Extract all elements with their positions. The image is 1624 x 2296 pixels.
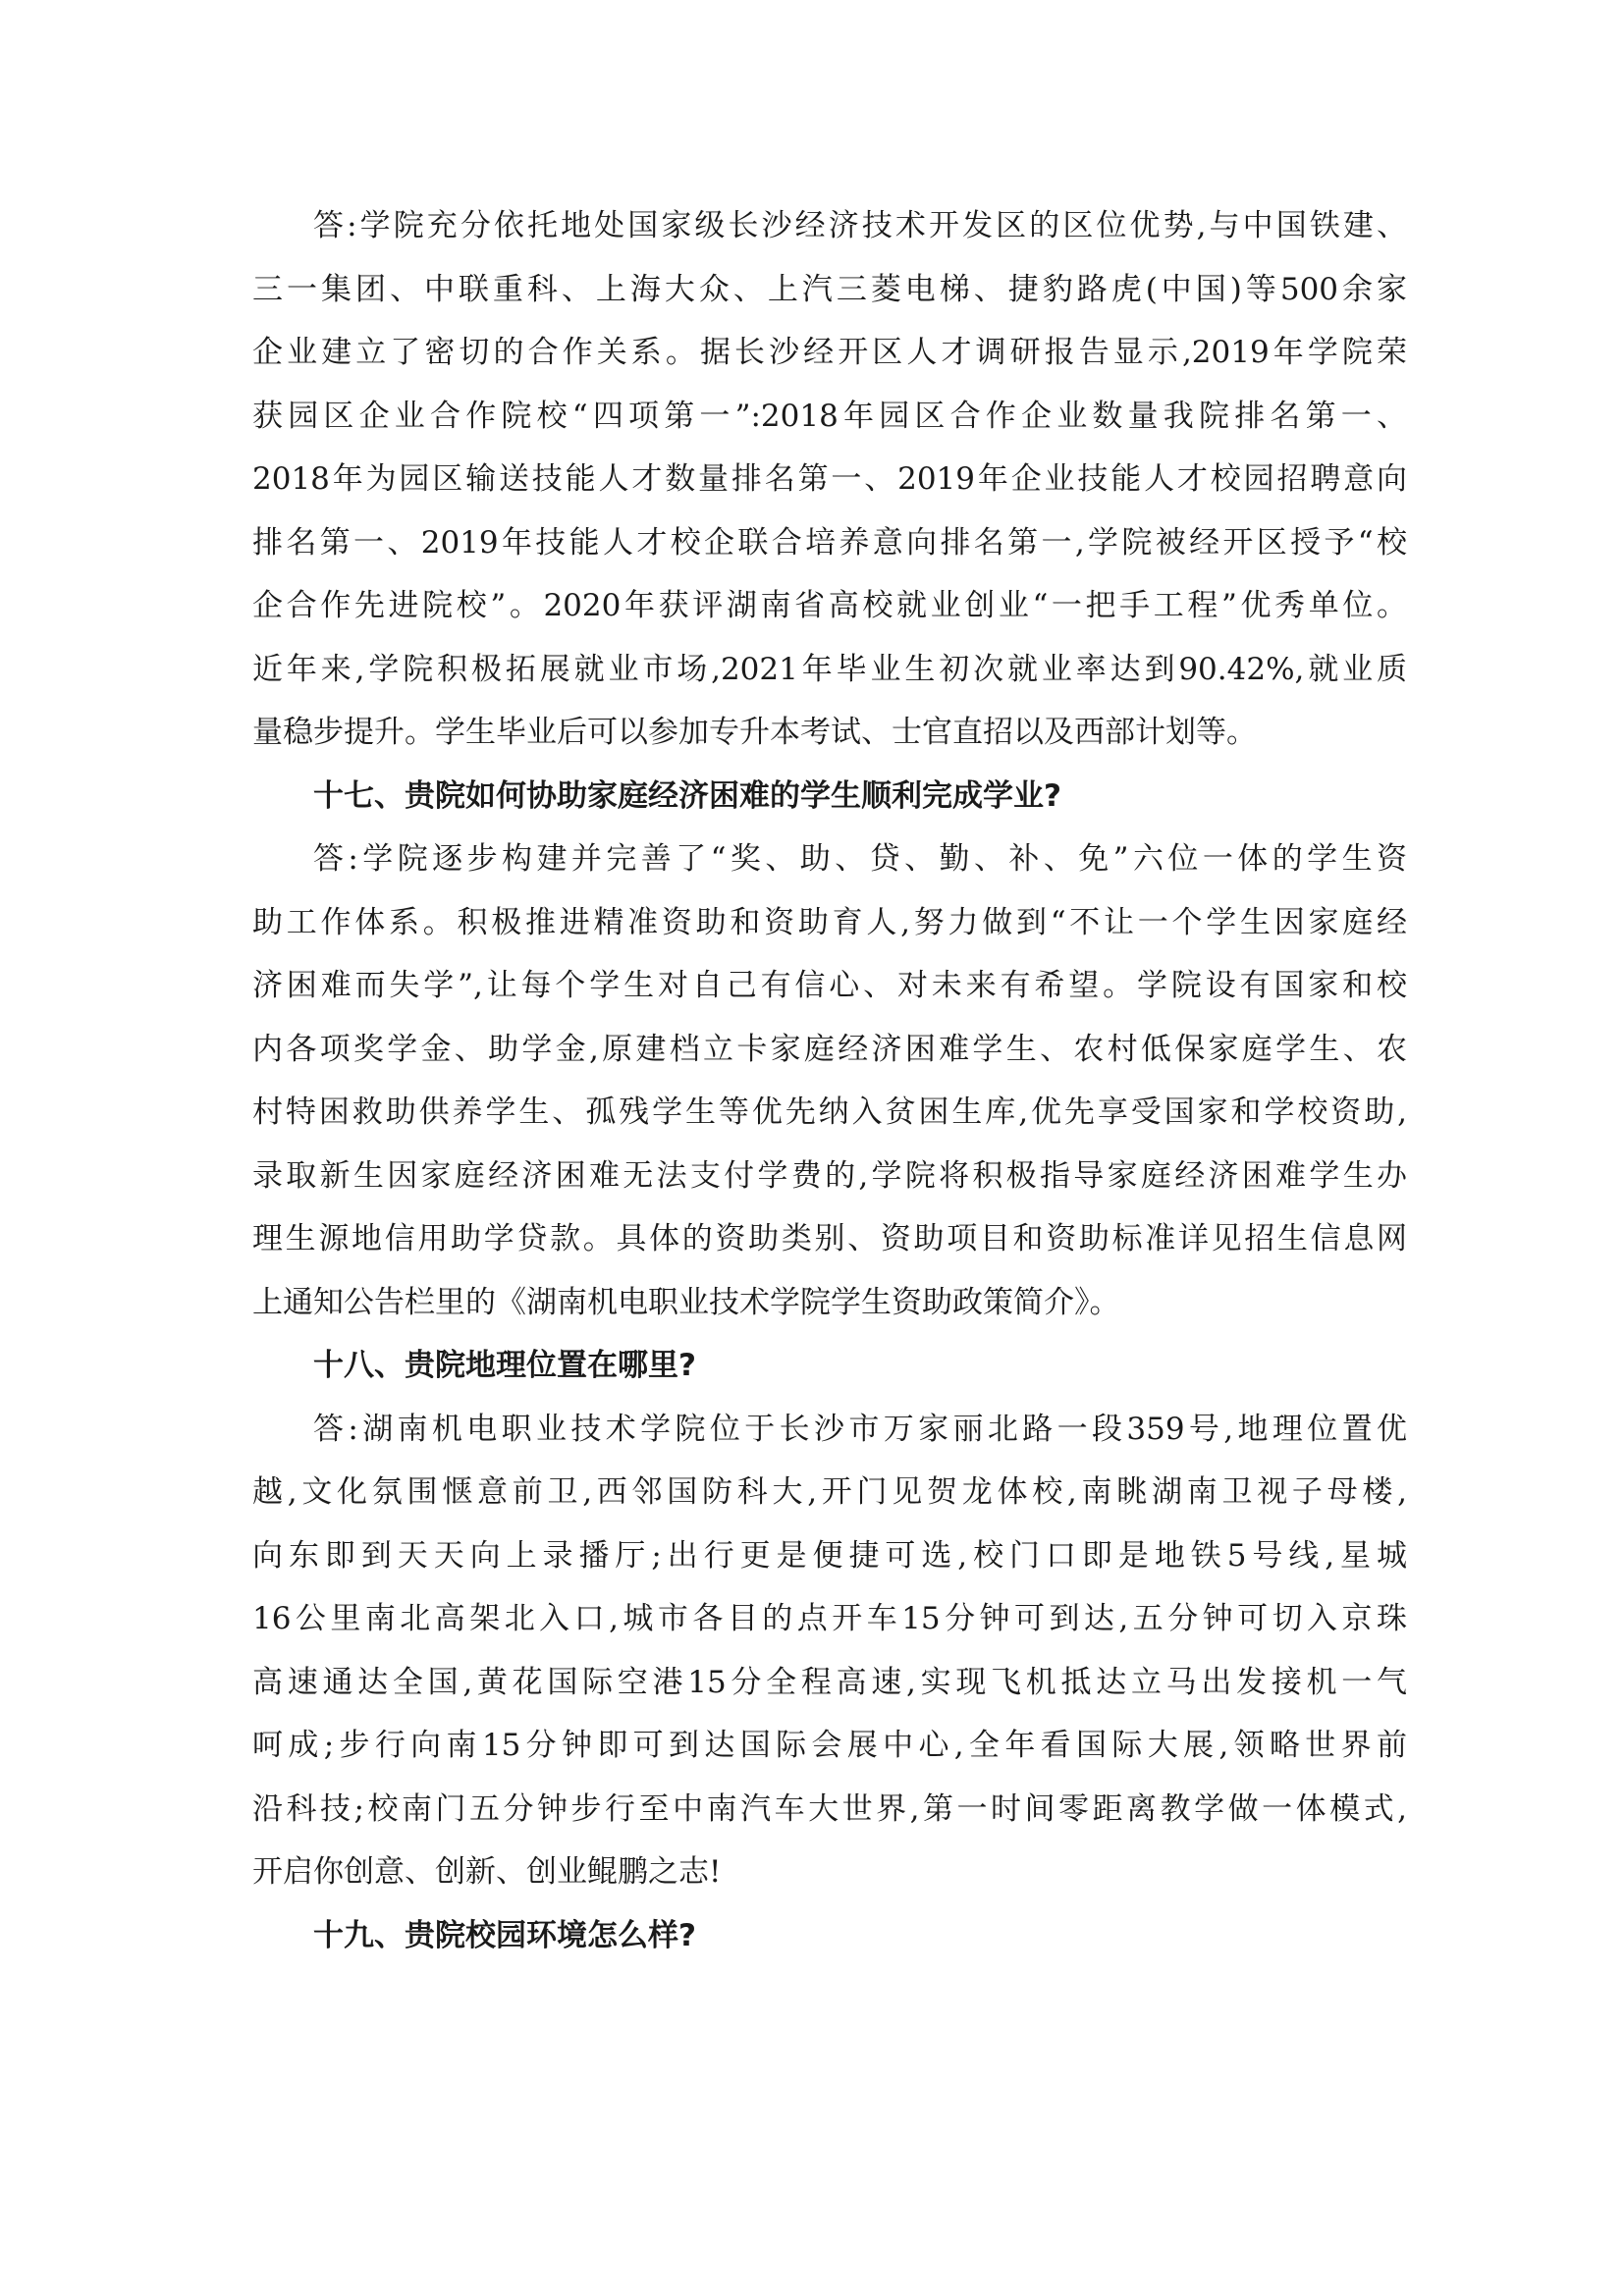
text-line: 呵成;步行向南15分钟即可到达国际会展中心,全年看国际大展,领略世界前 <box>252 1728 1407 1763</box>
answer-18-paragraph <box>252 1398 1407 1904</box>
text-line: 向东即到天天向上录播厅;出行更是便捷可选,校门口即是地铁5号线,星城 <box>252 1537 1407 1574</box>
text-line: 录取新生因家庭经济困难无法支付学费的,学院将积极指导家庭经济困难学生办 <box>252 1157 1407 1194</box>
question-heading-18: 十八、贵院地理位置在哪里? <box>313 1348 696 1383</box>
text-line: 答:湖南机电职业技术学院位于长沙市万家丽北路一段359号,地理位置优 <box>313 1411 1407 1447</box>
text-line: 近年来,学院积极拓展就业市场,2021年毕业生初次就业率达到90.42%,就业质 <box>252 651 1407 687</box>
text-line: 16公里南北高架北入口,城市各目的点开车15分钟可到达,五分钟可切入京珠 <box>252 1601 1407 1636</box>
question-heading-19: 十九、贵院校园环境怎么样? <box>313 1917 696 1953</box>
text-line: 获园区企业合作院校“四项第一”:2018年园区合作企业数量我院排名第一、 <box>252 398 1407 434</box>
text-line: 理生源地信用助学贷款。具体的资助类别、资助项目和资助标准详见招生信息网 <box>252 1221 1407 1256</box>
text-line: 上通知公告栏里的《湖南机电职业技术学院学生资助政策简介》。 <box>252 1284 1120 1320</box>
text-line: 答:学院充分依托地处国家级长沙经济技术开发区的区位优势,与中国铁建、 <box>313 208 1407 243</box>
text-line: 企合作先进院校”。2020年获评湖南省高校就业创业“一把手工程”优秀单位。 <box>252 588 1407 623</box>
text-line: 量稳步提升。学生毕业后可以参加专升本考试、士官直招以及西部计划等。 <box>252 715 1257 750</box>
text-line: 开启你创意、创新、创业鲲鹏之志! <box>252 1854 722 1890</box>
text-line: 高速通达全国,黄花国际空港15分全程高速,实现飞机抵达立马出发接机一气 <box>252 1664 1407 1700</box>
text-line: 排名第一、2019年技能人才校企联合培养意向排名第一,学院被经开区授予“校 <box>252 524 1407 561</box>
question-heading-17: 十七、贵院如何协助家庭经济困难的学生顺利完成学业? <box>313 777 1061 814</box>
text-line: 答:学院逐步构建并完善了“奖、助、贷、勤、补、免”六位一体的学生资 <box>313 841 1407 877</box>
document-page <box>252 194 1407 1967</box>
answer-17-paragraph <box>252 828 1407 1334</box>
text-line: 2018年为园区输送技能人才数量排名第一、2019年企业技能人才校园招聘意向 <box>252 461 1407 497</box>
text-line: 济困难而失学”,让每个学生对自己有信心、对未来有希望。学院设有国家和校 <box>252 968 1407 1003</box>
text-line: 企业建立了密切的合作关系。据长沙经开区人才调研报告显示,2019年学院荣 <box>252 335 1407 370</box>
text-line: 村特困救助供养学生、孤残学生等优先纳入贫困生库,优先享受国家和学校资助, <box>252 1095 1407 1130</box>
text-line: 越,文化氛围惬意前卫,西邻国防科大,开门见贺龙体校,南眺湖南卫视子母楼, <box>252 1474 1407 1510</box>
text-line: 助工作体系。积极推进精准资助和资助育人,努力做到“不让一个学生因家庭经 <box>252 904 1407 940</box>
text-line: 沿科技;校南门五分钟步行至中南汽车大世界,第一时间零距离教学做一体模式, <box>252 1790 1407 1827</box>
answer-16-paragraph <box>252 194 1407 765</box>
text-line: 三一集团、中联重科、上海大众、上汽三菱电梯、捷豹路虎(中国)等500余家 <box>252 271 1407 307</box>
text-line: 内各项奖学金、助学金,原建档立卡家庭经济困难学生、农村低保家庭学生、农 <box>252 1031 1407 1067</box>
